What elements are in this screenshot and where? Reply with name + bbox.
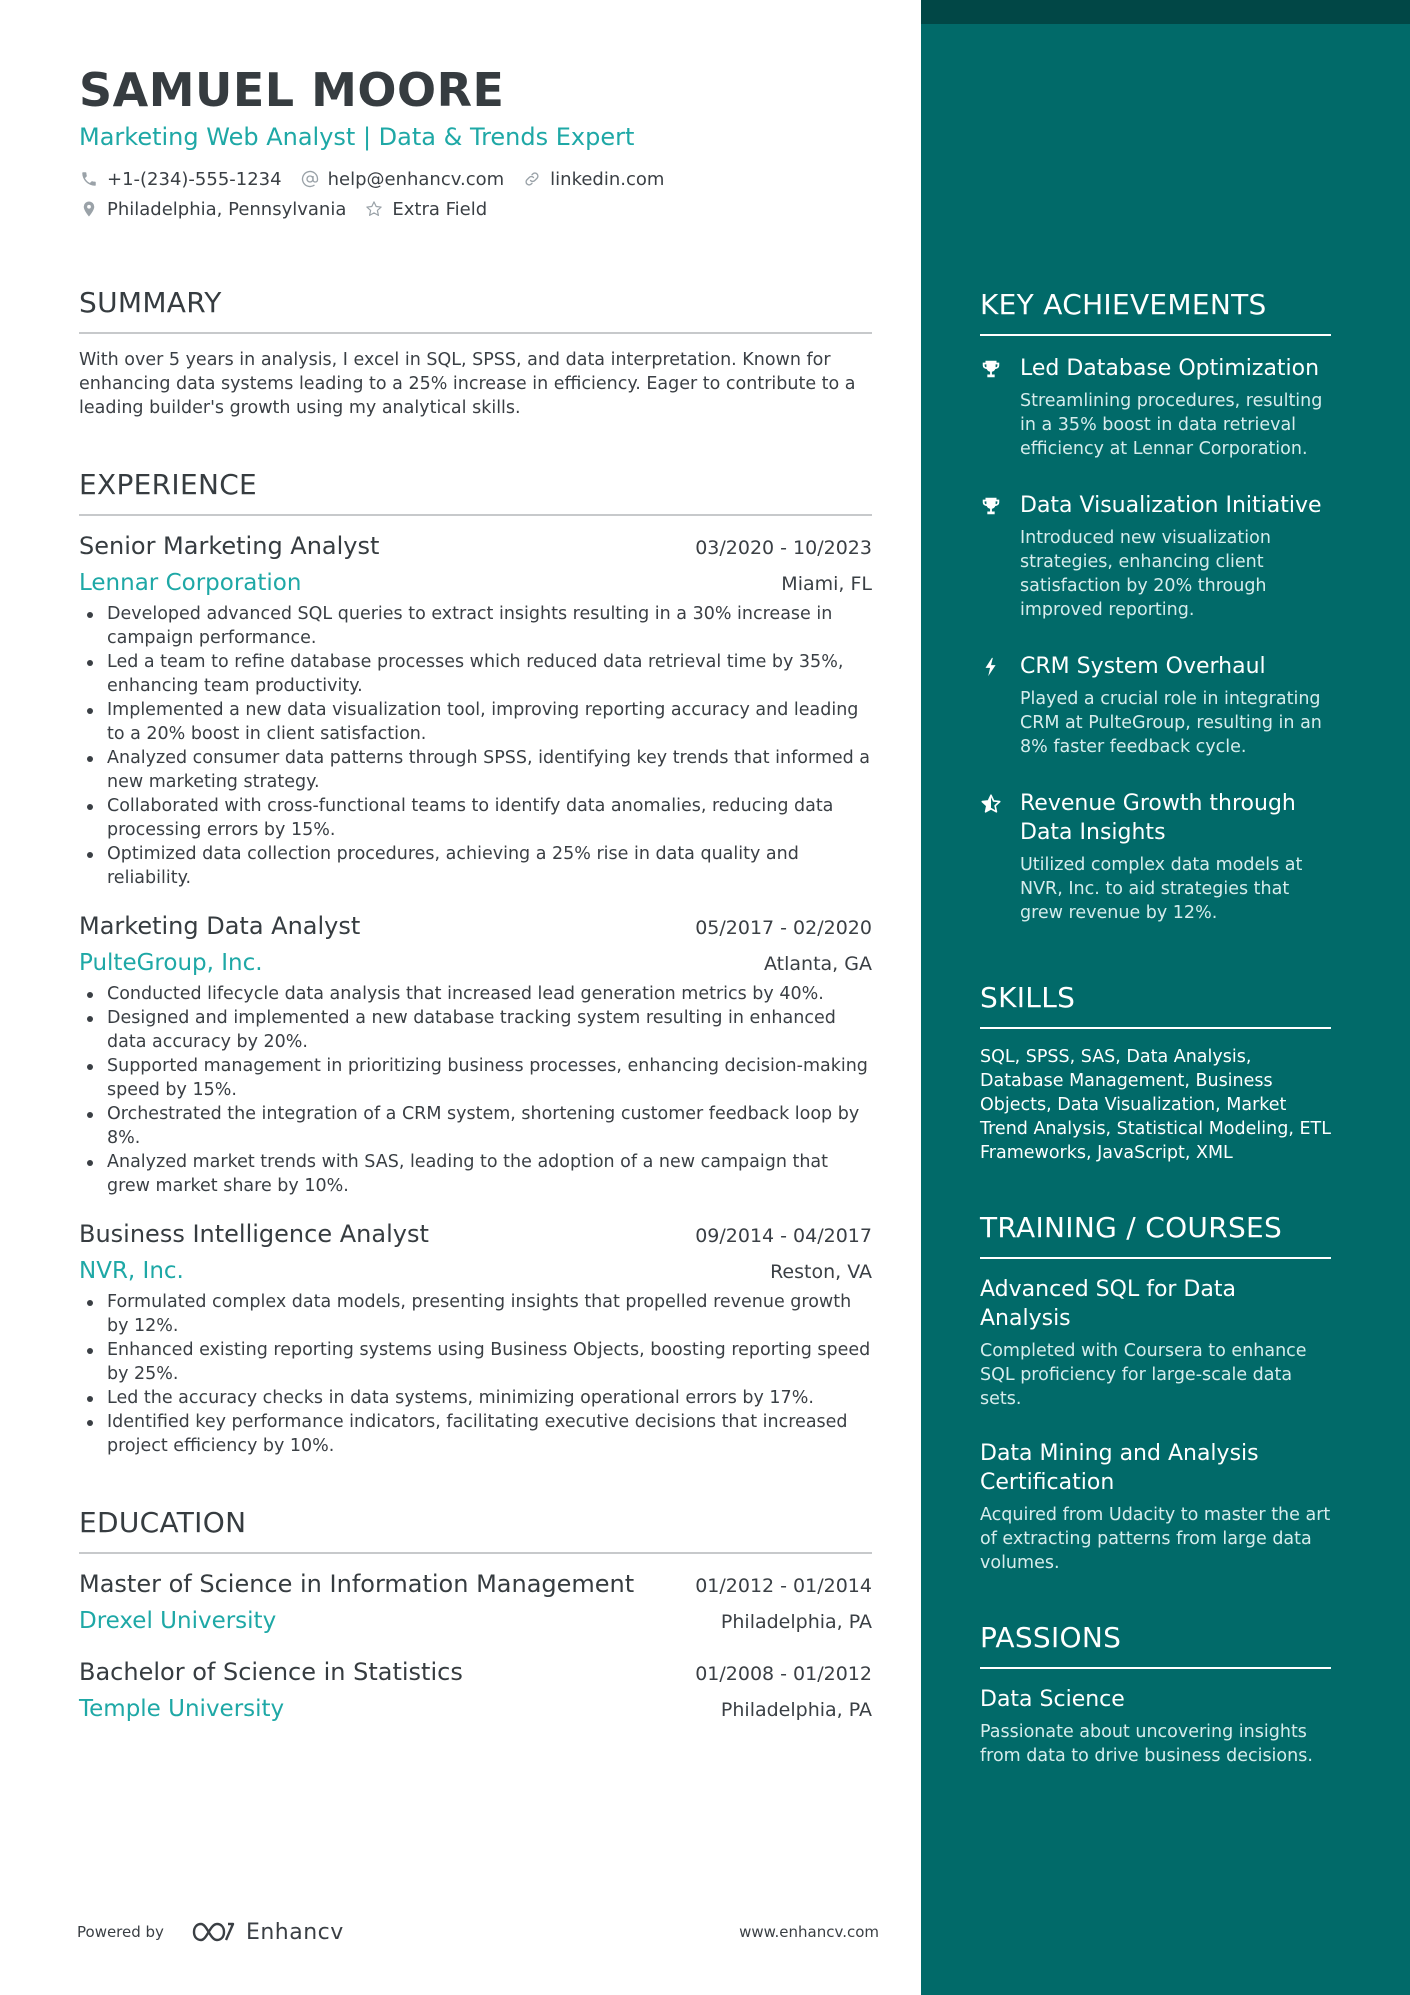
bullet-item: Orchestrated the integration of a CRM system, shortening customer feedback loop by 8%. [79,1102,872,1150]
skills-title: SKILLS [980,981,1331,1029]
candidate-name: SAMUEL MOORE [79,63,505,117]
education-dates: 01/2012 - 01/2014 [695,1575,872,1597]
summary-section [79,286,872,420]
education-dates: 01/2008 - 01/2012 [695,1663,872,1685]
skills-list: SQL, SPSS, SAS, Data Analysis, Database Management, Business Objects, Data Visualization, Market Trend Analysis, Statistical Modeling, ETL Frameworks, JavaScript, XML [980,1047,1331,1163]
passion-item [980,1685,1331,1768]
map-pin-icon [79,199,99,219]
achievement-description: Introduced new visualization strategies, enhancing client satisfaction by 20% through improved reporting. [1020,528,1271,620]
bullet-item: Supported management in prioritizing business processes, enhancing decision-making speed by 15%. [79,1054,872,1102]
passions-title: PASSIONS [980,1621,1331,1669]
achievement-item [980,491,1331,622]
course-title: Advanced SQL for Data Analysis [980,1277,1236,1331]
achievement-title: Data Visualization Initiative [1020,493,1322,518]
summary-title: SUMMARY [79,286,872,334]
education-entry [79,1656,872,1724]
powered-by-text: Powered by [77,1923,164,1941]
job-role: Senior Marketing Analyst [79,532,380,560]
degree: Master of Science in Information Management [79,1570,635,1598]
job-company: Lennar Corporation [79,570,302,596]
star-half-icon [980,793,1004,817]
job-dates: 05/2017 - 02/2020 [695,917,872,939]
bullet-item: Conducted lifecycle data analysis that increased lead generation metrics by 40%. [79,982,872,1006]
job-entry [79,530,872,890]
job-role: Business Intelligence Analyst [79,1220,429,1248]
sidebar-top-band [921,0,1410,24]
bullet-item: Analyzed market trends with SAS, leading to the adoption of a new campaign that grew market share by 10%. [79,1150,872,1198]
link-icon [522,169,542,189]
bullet-item: Led the accuracy checks in data systems, minimizing operational errors by 17%. [79,1386,872,1410]
job-location: Miami, FL [781,573,872,595]
contact-extra [364,199,487,220]
job-entry [79,1218,872,1458]
bullet-item: Optimized data collection procedures, achieving a 25% rise in data quality and reliability. [79,842,872,890]
sidebar-content [980,288,1331,1814]
experience-section [79,468,872,1458]
training-title: TRAINING / COURSES [980,1211,1331,1259]
achievements-section [980,288,1331,925]
job-bullets [79,602,872,890]
education-section [79,1506,872,1724]
passion-description: Passionate about uncovering insights from data to drive business decisions. [980,1722,1313,1766]
experience-title: EXPERIENCE [79,468,872,516]
achievement-description: Played a crucial role in integrating CRM at PulteGroup, resulting in an 8% faster feedback cycle. [1020,689,1322,757]
achievement-title: CRM System Overhaul [1020,654,1266,679]
achievement-item [980,652,1331,759]
bullet-item: Designed and implemented a new database tracking system resulting in enhanced data accuracy by 20%. [79,1006,872,1054]
extra-field-text: Extra Field [392,198,488,220]
job-bullets [79,982,872,1198]
school: Temple University [79,1696,285,1722]
bullet-item: Formulated complex data models, presenting insights that propelled revenue growth by 12%. [79,1290,872,1338]
contact-info [79,164,872,224]
contact-row [79,194,872,224]
achievements-title: KEY ACHIEVEMENTS [980,288,1331,336]
achievement-description: Utilized complex data models at NVR, Inc. to aid strategies that grew revenue by 12%. [1020,855,1303,923]
main-column [79,62,872,1724]
bullet-item: Identified key performance indicators, facilitating executive decisions that increased project efficiency by 10%. [79,1410,872,1458]
job-dates: 03/2020 - 10/2023 [695,537,872,559]
summary-text: With over 5 years in analysis, I excel in SQL, SPSS, and data interpretation. Known for enhancing data systems leading to a 25% increase in efficiency. Eager to contribute to a leading builder's growth using my analytical skills. [79,350,856,418]
contact-location [79,199,346,220]
course-item [980,1439,1331,1575]
achievement-description: Streamlining procedures, resulting in a 35% boost in data retrieval efficiency at Lennar Corporation. [1020,391,1323,459]
email-text: help@enhancv.com [327,168,505,190]
location-text: Philadelphia, Pennsylvania [107,198,347,220]
course-item [980,1275,1331,1411]
degree: Bachelor of Science in Statistics [79,1658,463,1686]
lightning-bolt-icon [980,656,1004,680]
education-location: Philadelphia, PA [720,1611,872,1633]
course-title: Data Mining and Analysis Certification [980,1441,1259,1495]
bullet-item: Led a team to refine database processes which reduced data retrieval time by 35%, enhancing team productivity. [79,650,872,698]
trophy-icon [980,495,1004,519]
candidate-headline: Marketing Web Analyst | Data & Trends Expert [79,123,635,151]
course-description: Acquired from Udacity to master the art of extracting patterns from large data volumes. [980,1505,1331,1573]
job-location: Atlanta, GA [764,953,872,975]
contact-email[interactable] [300,169,505,190]
passions-section [980,1621,1331,1768]
at-sign-icon [300,169,320,189]
contact-phone[interactable] [79,169,282,190]
achievement-title: Led Database Optimization [1020,356,1320,381]
bullet-item: Developed advanced SQL queries to extract insights resulting in a 30% increase in campaign performance. [79,602,872,650]
trophy-icon [980,358,1004,382]
skills-section [980,981,1331,1165]
bullet-item: Implemented a new data visualization tool, improving reporting accuracy and leading to a 20% boost in client satisfaction. [79,698,872,746]
job-dates: 09/2014 - 04/2017 [695,1225,872,1247]
job-entry [79,910,872,1198]
footer [77,1912,879,1952]
linkedin-text: linkedin.com [550,168,665,190]
job-role: Marketing Data Analyst [79,912,361,940]
contact-row [79,164,872,194]
job-bullets [79,1290,872,1458]
education-location: Philadelphia, PA [720,1699,872,1721]
phone-text: +1-(234)-555-1234 [107,168,282,190]
star-icon [364,199,384,219]
school: Drexel University [79,1608,277,1634]
job-company: NVR, Inc. [79,1258,184,1284]
education-entry [79,1568,872,1636]
course-description: Completed with Coursera to enhance SQL proficiency for large-scale data sets. [980,1341,1307,1409]
sidebar-panel [921,0,1410,1995]
brand-name: Enhancv [245,1919,344,1945]
enhancv-logo[interactable] [190,1918,344,1946]
job-company: PulteGroup, Inc. [79,950,263,976]
enhancv-logo-icon [190,1918,236,1946]
achievement-item [980,354,1331,461]
bullet-item: Collaborated with cross-functional teams to identify data anomalies, reducing data processing errors by 15%. [79,794,872,842]
job-location: Reston, VA [770,1261,872,1283]
phone-icon [79,169,99,189]
bullet-item: Analyzed consumer data patterns through SPSS, identifying key trends that informed a new marketing strategy. [79,746,872,794]
website-link[interactable]: www.enhancv.com [739,1923,879,1941]
training-section [980,1211,1331,1575]
contact-linkedin[interactable] [522,169,664,190]
achievement-item [980,789,1331,925]
education-title: EDUCATION [79,1506,872,1554]
achievement-title: Revenue Growth through Data Insights [1020,791,1296,845]
passion-title: Data Science [980,1687,1125,1712]
bullet-item: Enhanced existing reporting systems using Business Objects, boosting reporting speed by 25%. [79,1338,872,1386]
